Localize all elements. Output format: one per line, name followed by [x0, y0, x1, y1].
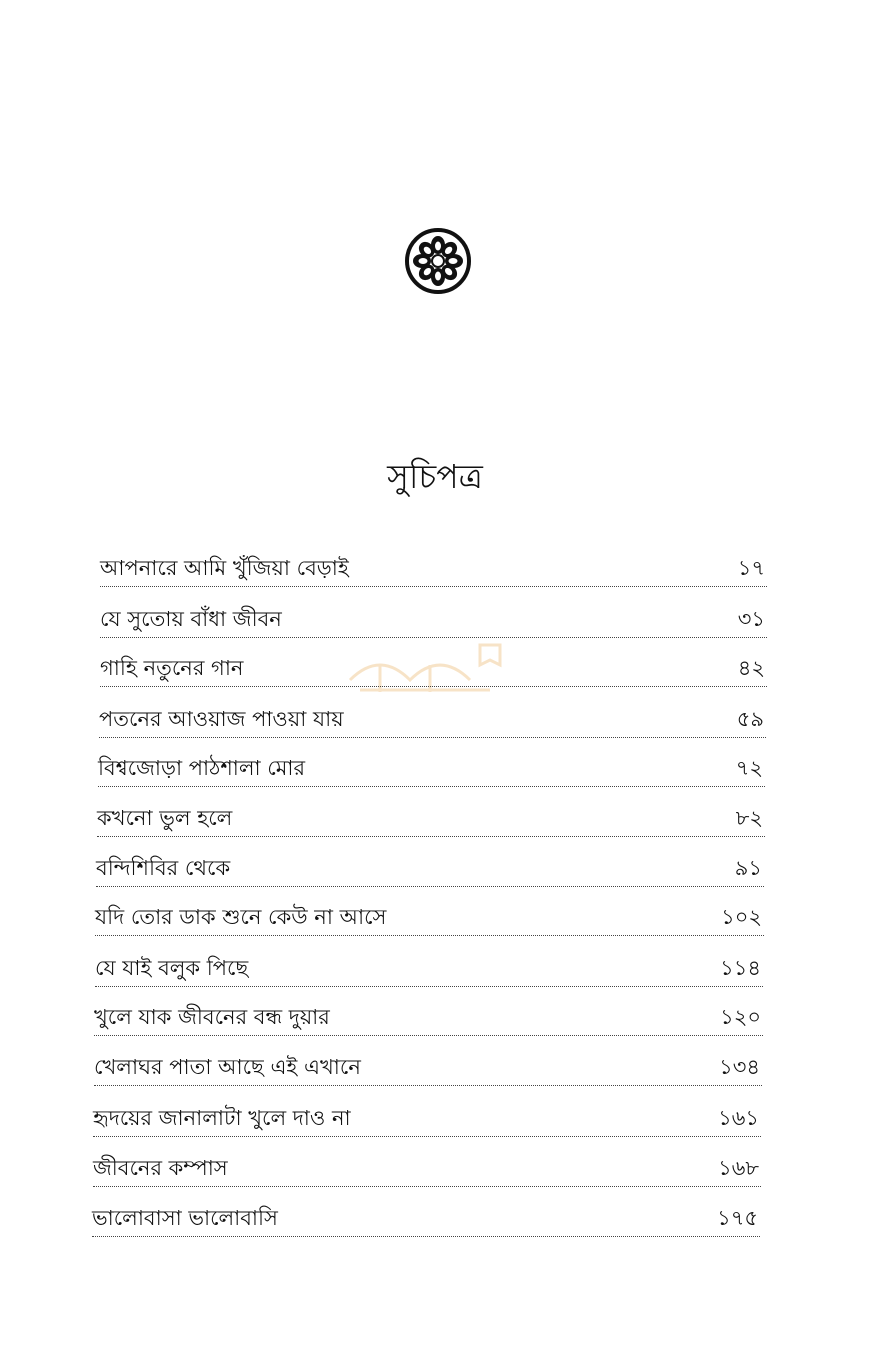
toc-entry-page-number: ৫৯ [736, 707, 764, 731]
toc-entry-page-number: ৩১ [737, 607, 765, 631]
toc-entry [93, 1138, 761, 1187]
toc-entry [100, 538, 767, 587]
toc-entry-page-number: ৪২ [737, 656, 765, 680]
toc-entry-title: বন্দিশিবির থেকে [96, 856, 231, 880]
toc-entry [92, 1188, 760, 1237]
toc-entry-title: যদি তোর ডাক শুনে কেউ না আসে [95, 905, 387, 929]
toc-entry-title: পতনের আওয়াজ পাওয়া যায় [99, 707, 344, 731]
toc-entry [95, 938, 763, 987]
toc-entry-title: গাহি নতুনের গান [100, 656, 244, 680]
toc-entry-page-number: ১০২ [721, 905, 762, 929]
toc-entry-page-number: ৮২ [735, 806, 763, 830]
toc-entry-title: খুলে যাক জীবনের বন্ধ দুয়ার [94, 1005, 330, 1029]
toc-entry [95, 887, 764, 936]
toc-entry-title: আপনারে আমি খুঁজিয়া বেড়াই [100, 556, 349, 580]
toc-entry-title: জীবনের কম্পাস [93, 1156, 228, 1180]
page-title: সুচিপত্র [387, 457, 483, 496]
toc-entry-title: হৃদয়ের জানালাটা খুলে দাও না [93, 1106, 351, 1130]
toc-entry-page-number: ১২০ [720, 1005, 761, 1029]
toc-entry-title: বিশ্বজোড়া পাঠশালা মোর [98, 756, 306, 780]
toc-entry [93, 1088, 761, 1137]
toc-entry [94, 1037, 762, 1086]
toc-entry-title: যে যাই বলুক পিছে [95, 956, 249, 980]
toc-entry-page-number: ৯১ [734, 856, 762, 880]
toc-entry-title: কখনো ভুল হলে [97, 806, 233, 830]
toc-entry [99, 689, 766, 738]
toc-entry-page-number: ১৬৮ [718, 1156, 759, 1180]
toc-entry [97, 788, 765, 837]
toc-entry-page-number: ১১৪ [720, 956, 761, 980]
toc-entry-page-number: ১৭৫ [717, 1206, 758, 1230]
toc-entry-title: ভালোবাসা ভালোবাসি [92, 1206, 278, 1230]
toc-entry [100, 589, 767, 638]
flower-ornament-icon [404, 227, 472, 295]
toc-entry [100, 638, 767, 687]
toc-entry-page-number: ৭২ [735, 756, 763, 780]
toc-entry [96, 838, 764, 887]
toc-entry-title: খেলাঘর পাতা আছে এই এখানে [94, 1055, 361, 1079]
toc-entry-page-number: ১৩৪ [719, 1055, 760, 1079]
toc-entry-title: যে সুতোয় বাঁধা জীবন [100, 607, 282, 631]
toc-entry-page-number: ১৭ [737, 556, 765, 580]
toc-entry-page-number: ১৬১ [718, 1106, 759, 1130]
toc-entry [94, 987, 763, 1036]
toc-entry [98, 738, 765, 787]
